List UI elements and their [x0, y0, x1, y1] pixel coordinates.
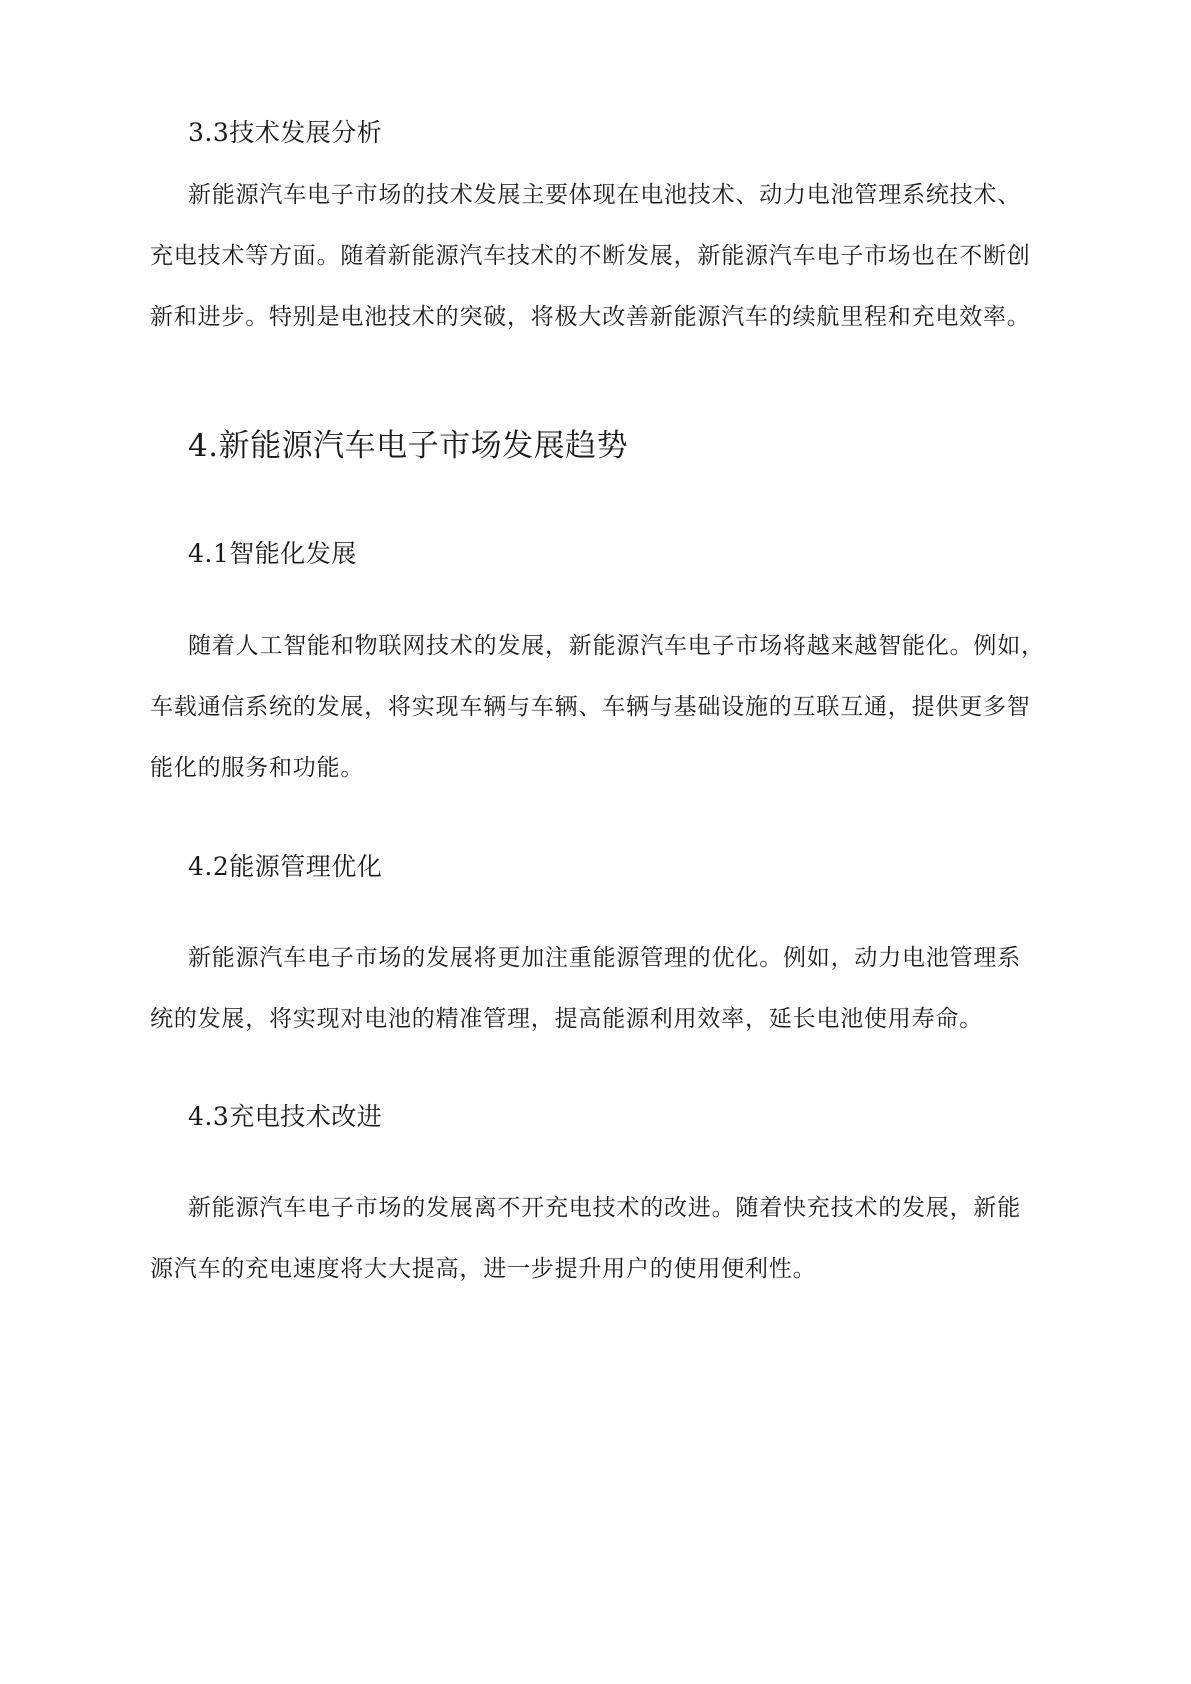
section-heading-4-2: 4.2能源管理优化 [188, 852, 383, 881]
paragraph-energy-management [150, 944, 1050, 1064]
paragraph-charging-tech [150, 1194, 1050, 1314]
paragraph-line: 随着人工智能和物联网技术的发展，新能源汽车电子市场将越来越智能化。例如， [188, 633, 1045, 659]
section-heading-4-1: 4.1智能化发展 [188, 539, 357, 568]
paragraph-line: 充电技术等方面。随着新能源汽车技术的不断发展，新能源汽车电子市场也在不断创 [150, 243, 1031, 269]
paragraph-line: 统的发展，将实现对电池的精准管理，提高能源利用效率，延长电池使用寿命。 [150, 1006, 983, 1032]
paragraph-line: 能化的服务和功能。 [150, 755, 365, 781]
paragraph-line: 车载通信系统的发展，将实现车辆与车辆、车辆与基础设施的互联互通，提供更多智 [150, 694, 1031, 720]
section-heading-4-3: 4.3充电技术改进 [188, 1102, 383, 1131]
paragraph-line: 新能源汽车电子市场的技术发展主要体现在电池技术、动力电池管理系统技术、 [188, 182, 1021, 208]
paragraph-line: 新和进步。特别是电池技术的突破，将极大改善新能源汽车的续航里程和充电效率。 [150, 304, 1031, 330]
paragraph-line: 源汽车的充电速度将大大提高，进一步提升用户的使用便利性。 [150, 1256, 817, 1282]
paragraph-line: 新能源汽车电子市场的发展离不开充电技术的改进。随着快充技术的发展，新能 [188, 1195, 1021, 1221]
paragraph-tech-development [150, 181, 1050, 361]
chapter-heading-4: 4.新能源汽车电子市场发展趋势 [188, 428, 629, 464]
paragraph-line: 新能源汽车电子市场的发展将更加注重能源管理的优化。例如，动力电池管理系 [188, 945, 1021, 971]
section-heading-3-3: 3.3技术发展分析 [188, 118, 383, 147]
paragraph-intelligence [150, 632, 1050, 812]
